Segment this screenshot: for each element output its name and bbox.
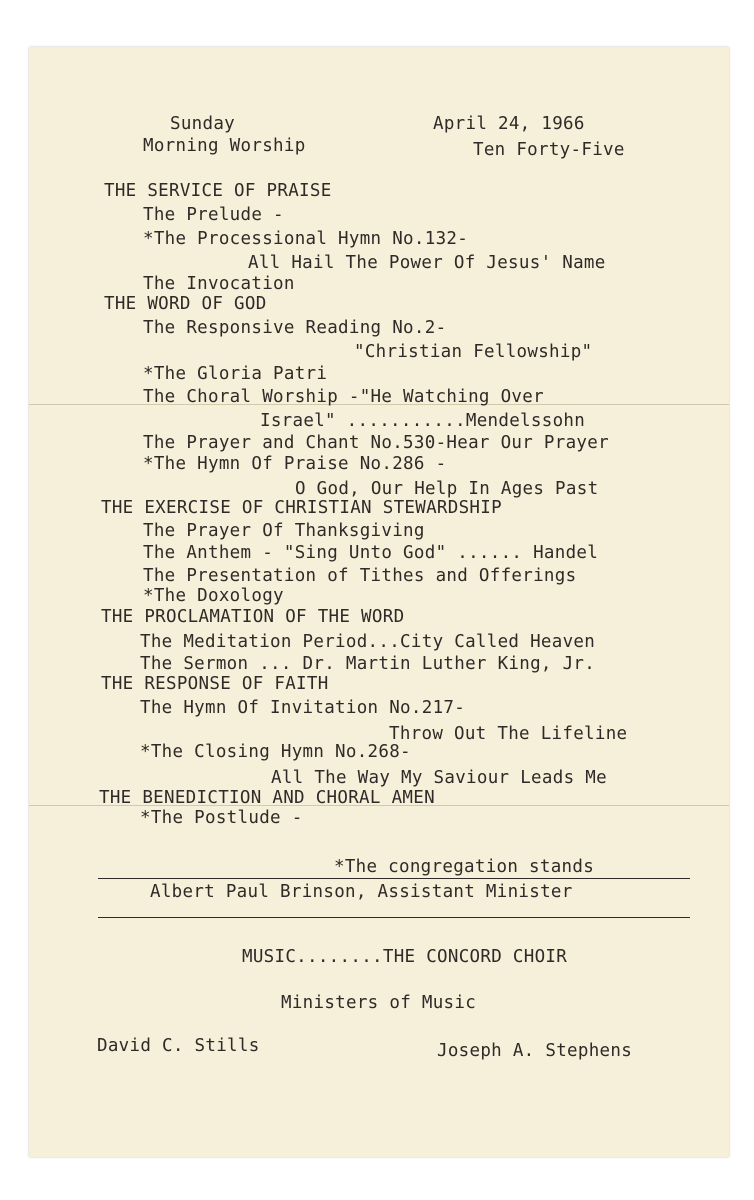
service-item: *The Processional Hymn No.132- [143,229,469,249]
minister-name: David C. Stills [97,1036,260,1056]
service-item-detail: O God, Our Help In Ages Past [295,479,599,499]
program-sheet [29,47,729,1157]
header-day: Sunday [170,114,236,134]
service-item-detail: Throw Out The Lifeline [389,724,628,744]
ministers-of-music-heading: Ministers of Music [281,993,477,1013]
service-item: The Presentation of Tithes and Offerings [143,566,577,586]
service-item-detail: All The Way My Saviour Leads Me [271,768,607,788]
service-item: The Prayer Of Thanksgiving [143,521,425,541]
divider-line [98,917,690,918]
service-item: The Sermon ... Dr. Martin Luther King, Jr. [140,654,596,674]
assistant-minister: Albert Paul Brinson, Assistant Minister [150,882,573,902]
service-item-detail: "Christian Fellowship" [354,342,593,362]
congregation-stands-note: *The congregation stands [334,857,595,877]
service-item: *The Postlude - [140,808,303,828]
service-item: *The Gloria Patri [143,364,328,384]
header-service: Morning Worship [143,136,306,156]
service-item: The Prayer and Chant No.530-Hear Our Prayer [143,433,609,453]
service-item: The Prelude - [143,205,284,225]
minister-name: Joseph A. Stephens [437,1041,633,1061]
music-credit: MUSIC........THE CONCORD CHOIR [242,947,568,967]
section-heading: THE SERVICE OF PRAISE [104,181,332,201]
service-item-detail: Israel" ...........Mendelssohn [260,411,586,431]
section-heading: THE RESPONSE OF FAITH [101,674,329,694]
service-item: The Hymn Of Invitation No.217- [140,698,466,718]
service-item: *The Closing Hymn No.268- [140,742,411,762]
header-time: Ten Forty-Five [473,140,625,160]
service-item-detail: All Hail The Power Of Jesus' Name [248,253,606,273]
section-heading: THE EXERCISE OF CHRISTIAN STEWARDSHIP [101,498,502,518]
section-heading: THE PROCLAMATION OF THE WORD [101,607,405,627]
service-item: The Meditation Period...City Called Heaven [140,632,596,652]
section-heading: THE BENEDICTION AND CHORAL AMEN [99,788,435,808]
service-item: The Choral Worship -"He Watching Over [143,387,544,407]
section-heading: THE WORD OF GOD [104,294,267,314]
service-item: The Anthem - "Sing Unto God" ...... Handel [143,543,599,563]
header-date: April 24, 1966 [433,114,585,134]
service-item: *The Doxology [143,586,284,606]
service-item: The Invocation [143,274,295,294]
divider-line [98,878,690,879]
service-item: The Responsive Reading No.2- [143,318,447,338]
service-item: *The Hymn Of Praise No.286 - [143,454,447,474]
